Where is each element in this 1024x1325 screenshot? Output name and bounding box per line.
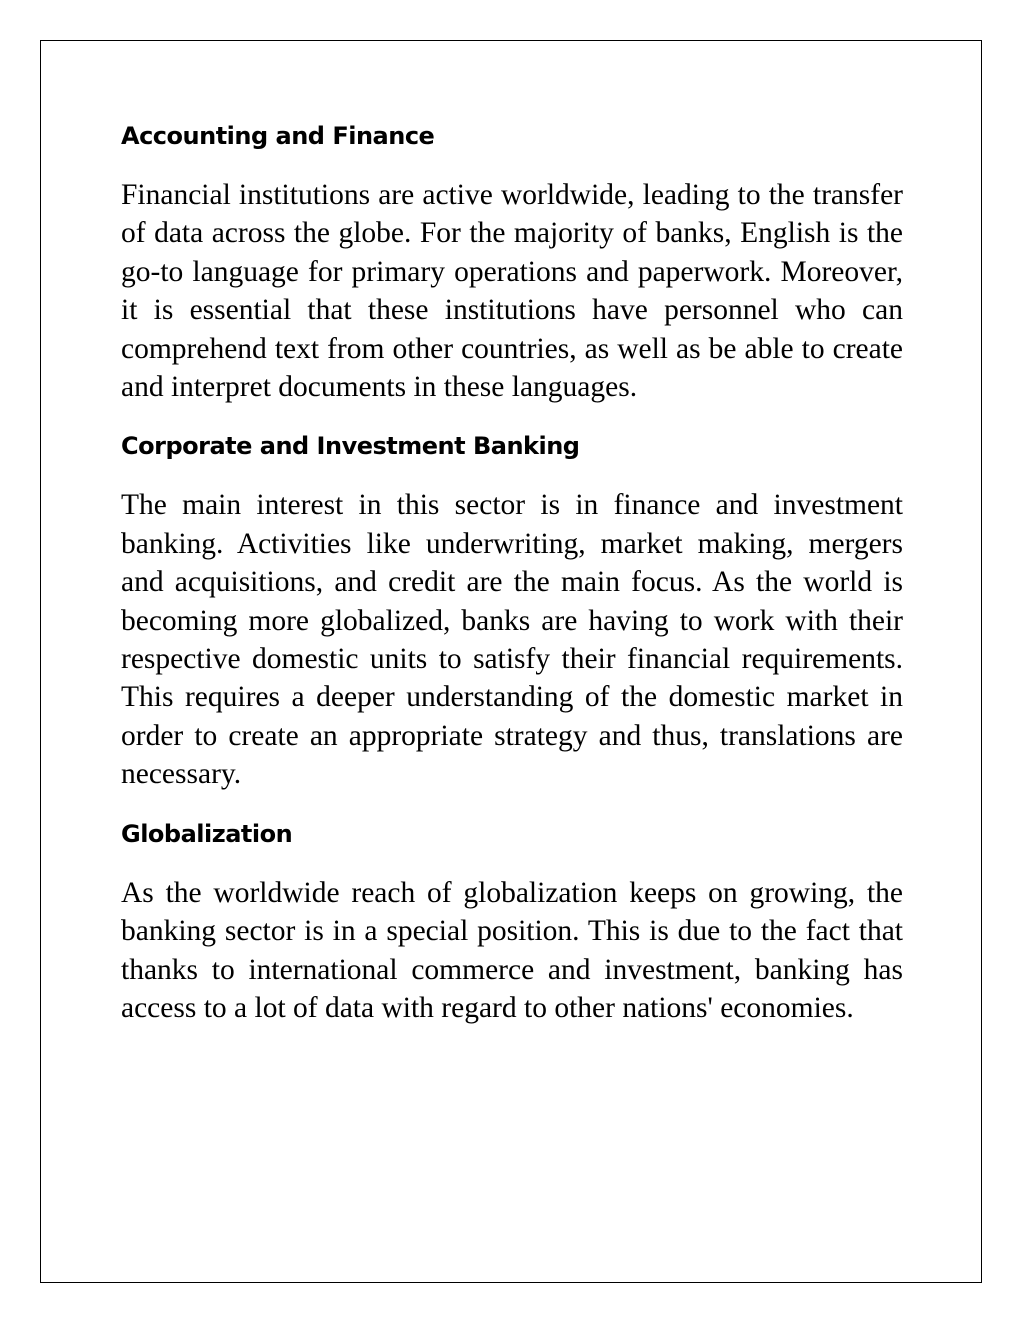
section-paragraph: Financial institutions are active worldwide, leading to the transfer of data across the globe. For the majority of banks, English is the go-to language for primary operations and paperwork. Moreover, it is essential that these institutions have personnel who can comprehend text from other countries, as well as be able to create and interpret documents in these languages. — [121, 179, 903, 404]
section-heading: Globalization — [121, 819, 293, 848]
section-heading: Corporate and Investment Banking — [121, 432, 580, 461]
section-accounting-finance — [121, 120, 903, 406]
section-corporate-investment-banking — [121, 430, 903, 793]
section-paragraph: As the worldwide reach of globalization keeps on growing, the banking sector is in a special position. This is due to the fact that thanks to international commerce and investment, banking has access to a lot of data with regard to other nations' economies. — [121, 876, 903, 1024]
document-content — [121, 120, 903, 1051]
section-globalization — [121, 818, 903, 1028]
section-heading: Accounting and Finance — [121, 122, 435, 150]
section-paragraph: The main interest in this sector is in finance and investment banking. Activities like underwriting, market making, mergers and acquisitions, and credit are the main focus. As the world is becoming more globalized, banks are having to work with their respective domestic units to satisfy their financial requirements. This requires a deeper understanding of the domestic market in order to create an appropriate strategy and thus, translations are necessary. — [121, 489, 903, 791]
